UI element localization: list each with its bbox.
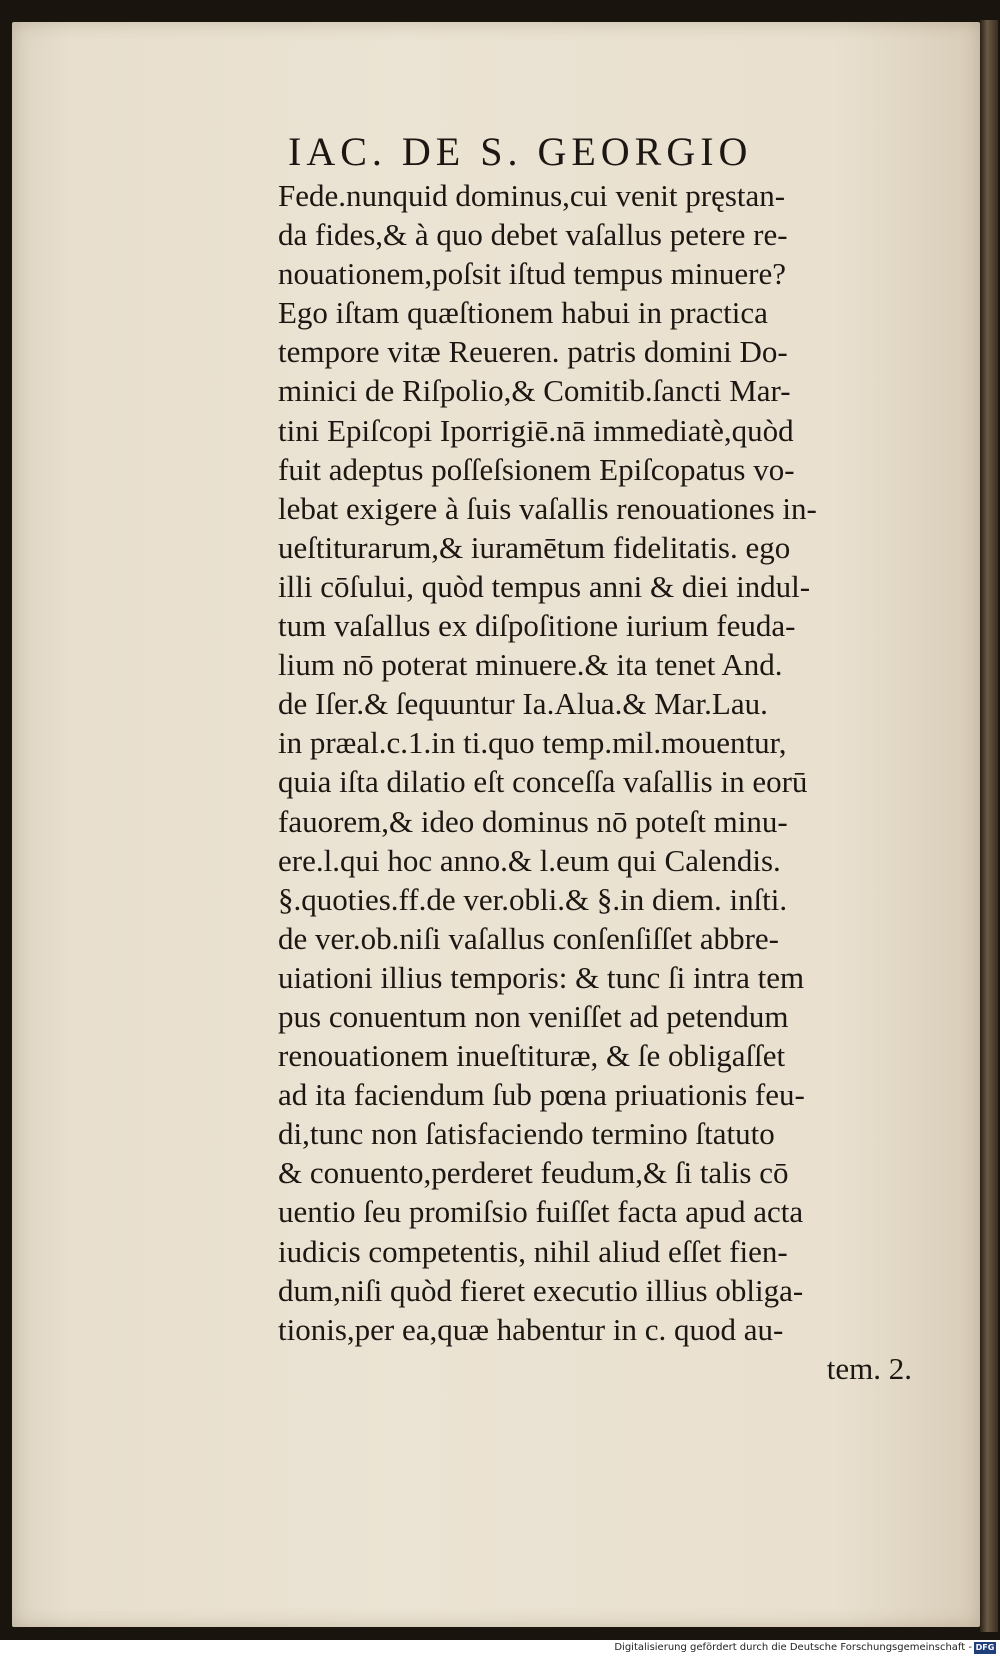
text-line: pus conuentum non veniſſet ad petendum xyxy=(278,998,789,1034)
text-line: §.quoties.ff.de ver.obli.& §.in diem. inſti. xyxy=(278,881,788,917)
text-line: de ver.ob.niſi vaſallus conſenſiſſet abbre- xyxy=(278,920,780,956)
text-line: nouationem,poſsit iſtud tempus minuere? xyxy=(278,256,786,292)
page-text-block xyxy=(278,128,918,1388)
text-line: de Iſer.& ſequuntur Ia.Alua.& Mar.Lau. xyxy=(278,686,768,722)
catchword: tem. 2. xyxy=(826,1350,912,1386)
text-line: lebat exigere à ſuis vaſallis renouationes in- xyxy=(278,490,817,526)
text-line: fuit adeptus poſſeſsionem Epiſcopatus vo- xyxy=(278,451,795,487)
text-line: Fede.nunquid dominus,cui venit pręstan- xyxy=(278,178,786,213)
text-line: tum vaſallus ex diſpoſitione iurium feuda- xyxy=(278,608,796,644)
text-line: uentio ſeu promiſsio fuiſſet facta apud acta xyxy=(278,1194,804,1230)
text-line: uiationi illius temporis: & tunc ſi intra tem xyxy=(278,959,805,995)
text-line: lium nō poterat minuere.& ita tenet And. xyxy=(278,647,783,683)
text-line: fauorem,& ideo dominus nō poteſt minu- xyxy=(278,803,788,839)
text-line: di,tunc non ſatisfaciendo termino ſtatuto xyxy=(278,1116,775,1152)
text-line: ere.l.qui hoc anno.& l.eum qui Calendis. xyxy=(278,842,781,878)
text-line: renouationem inueſtituræ, & ſe obligaſſet xyxy=(278,1038,786,1074)
text-line: quia iſta dilatio eſt conceſſa vaſallis in eorū xyxy=(278,764,808,800)
page-edge xyxy=(980,20,998,1632)
text-line: in præal.c.1.in ti.quo temp.mil.mouentur, xyxy=(278,725,787,761)
text-line: illi cōſului, quòd tempus anni & diei indul- xyxy=(278,568,811,604)
text-line: minici de Riſpolio,& Comitib.ſancti Mar- xyxy=(278,373,791,409)
text-line: tempore vitæ Reueren. patris domini Do- xyxy=(278,334,788,370)
text-line: & conuento,perderet feudum,& ſi talis cō xyxy=(278,1155,789,1191)
dfg-logo-icon: DFG xyxy=(975,1643,995,1652)
text-line: tini Epiſcopi Iporrigiē.nā immediatè,quòd xyxy=(278,412,794,448)
text-line: iudicis competentis, nihil aliud eſſet fien- xyxy=(278,1233,788,1269)
text-line: ad ita faciendum ſub pœna priuationis feu- xyxy=(278,1077,805,1113)
body-text xyxy=(278,176,918,1349)
text-line: dum,niſi quòd fieret executio illius obliga- xyxy=(278,1272,804,1308)
running-head: IAC. DE S. GEORGIO xyxy=(288,129,753,174)
text-line: tionis,per ea,quæ habentur in c. quod au- xyxy=(278,1311,784,1347)
text-line: Ego iſtam quæſtionem habui in practica xyxy=(278,295,768,331)
text-line: da fides,& à quo debet vaſallus petere re- xyxy=(278,217,788,253)
footer-credit: Digitalisierung gefördert durch die Deutsche Forschungsgemeinschaft - xyxy=(614,1642,972,1653)
text-line: ueſtiturarum,& iuramētum fidelitatis. ego xyxy=(278,529,791,565)
